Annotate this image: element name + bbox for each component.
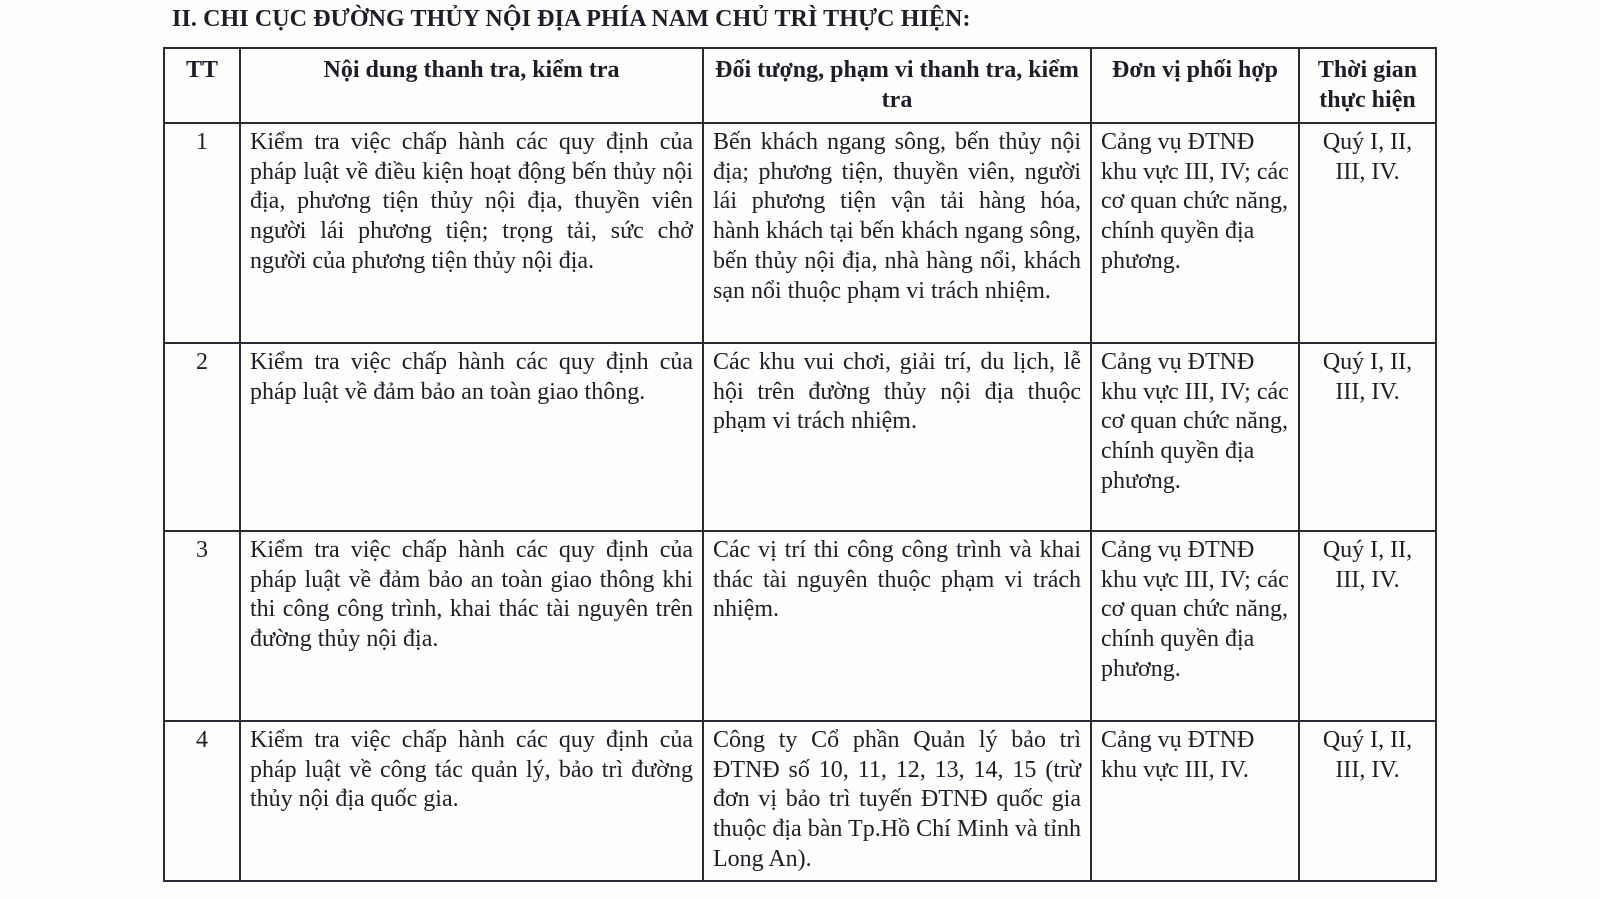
header-time: Thời gian thực hiện xyxy=(1299,48,1436,123)
cell-tt: 4 xyxy=(164,721,240,881)
cell-tt: 3 xyxy=(164,531,240,721)
section-heading: II. CHI CỤC ĐƯỜNG THỦY NỘI ĐỊA PHÍA NAM CHỦ TRÌ THỰC HIỆN: xyxy=(172,6,971,32)
table-row xyxy=(164,721,1436,881)
cell-tt: 2 xyxy=(164,343,240,531)
inspection-plan-table xyxy=(163,47,1437,882)
cell-partner: Cảng vụ ĐTNĐ khu vực III, IV; các cơ quan chức năng, chính quyền địa phương. xyxy=(1091,123,1299,343)
cell-target: Công ty Cổ phần Quản lý bảo trì ĐTNĐ số 10, 11, 12, 13, 14, 15 (trừ đơn vị bảo trì tuyến ĐTNĐ quốc gia thuộc địa bàn Tp.Hồ Chí Minh và tỉnh Long An). xyxy=(703,721,1091,881)
table-header-row xyxy=(164,48,1436,123)
cell-content: Kiểm tra việc chấp hành các quy định của pháp luật về đảm bảo an toàn giao thông. xyxy=(240,343,703,531)
table-row xyxy=(164,531,1436,721)
cell-content: Kiểm tra việc chấp hành các quy định của pháp luật về công tác quản lý, bảo trì đường thủy nội địa quốc gia. xyxy=(240,721,703,881)
cell-time: Quý I, II, III, IV. xyxy=(1299,531,1436,721)
table-row xyxy=(164,123,1436,343)
cell-partner: Cảng vụ ĐTNĐ khu vực III, IV. xyxy=(1091,721,1299,881)
cell-content: Kiểm tra việc chấp hành các quy định của pháp luật về điều kiện hoạt động bến thủy nội địa, phương tiện thủy nội địa, thuyền viên người lái phương tiện; trọng tải, sức chở người của phương tiện thủy nội địa. xyxy=(240,123,703,343)
cell-partner: Cảng vụ ĐTNĐ khu vực III, IV; các cơ quan chức năng, chính quyền địa phương. xyxy=(1091,531,1299,721)
cell-time: Quý I, II, III, IV. xyxy=(1299,123,1436,343)
header-partner: Đơn vị phối hợp xyxy=(1091,48,1299,123)
table-row xyxy=(164,343,1436,531)
cell-time: Quý I, II, III, IV. xyxy=(1299,343,1436,531)
cell-time: Quý I, II, III, IV. xyxy=(1299,721,1436,881)
cell-partner: Cảng vụ ĐTNĐ khu vực III, IV; các cơ quan chức năng, chính quyền địa phương. xyxy=(1091,343,1299,531)
header-target: Đối tượng, phạm vi thanh tra, kiểm tra xyxy=(703,48,1091,123)
header-content: Nội dung thanh tra, kiểm tra xyxy=(240,48,703,123)
cell-target: Các vị trí thi công công trình và khai thác tài nguyên thuộc phạm vi trách nhiệm. xyxy=(703,531,1091,721)
header-tt: TT xyxy=(164,48,240,123)
cell-target: Bến khách ngang sông, bến thủy nội địa; phương tiện, thuyền viên, người lái phương tiện vận tải hàng hóa, hành khách tại bến khách ngang sông, bến thủy nội địa, nhà hàng nổi, khách sạn nổi thuộc phạm vi trách nhiệm. xyxy=(703,123,1091,343)
cell-content: Kiểm tra việc chấp hành các quy định của pháp luật về đảm bảo an toàn giao thông khi thi công công trình, khai thác tài nguyên trên đường thủy nội địa. xyxy=(240,531,703,721)
cell-tt: 1 xyxy=(164,123,240,343)
cell-target: Các khu vui chơi, giải trí, du lịch, lễ hội trên đường thủy nội địa thuộc phạm vi trách nhiệm. xyxy=(703,343,1091,531)
